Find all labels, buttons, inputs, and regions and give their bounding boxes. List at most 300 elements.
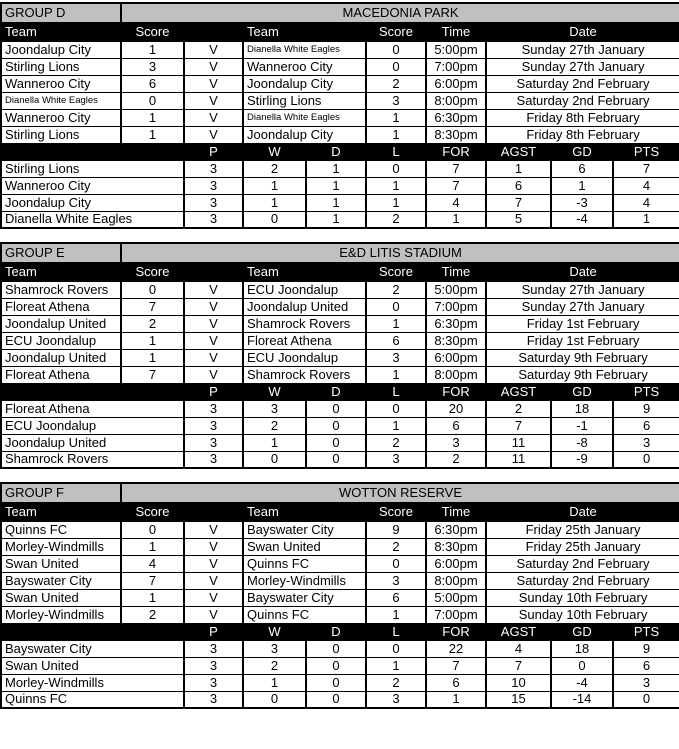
standings-team: Morley-Windmills: [1, 674, 184, 691]
home-team: Joondalup United: [1, 315, 121, 332]
kickoff-time: 7:00pm: [426, 298, 486, 315]
home-score: 0: [121, 92, 184, 109]
fixture-row: [1, 298, 679, 315]
fixtures-header-row: [1, 502, 679, 521]
standings-row: [1, 434, 679, 451]
standings-agst: 11: [486, 434, 551, 451]
home-score: 1: [121, 126, 184, 143]
kickoff-time: 8:30pm: [426, 126, 486, 143]
venue-name: MACEDONIA PARK: [121, 3, 679, 22]
col-header-l: L: [366, 623, 426, 640]
standings-agst: 10: [486, 674, 551, 691]
match-date: Friday 1st February: [486, 315, 679, 332]
away-team: Stirling Lions: [243, 92, 366, 109]
standings-l: 1: [366, 657, 426, 674]
standings-for: 4: [426, 194, 486, 211]
fixture-row: [1, 366, 679, 383]
kickoff-time: 5:00pm: [426, 281, 486, 298]
away-team: Swan United: [243, 538, 366, 555]
away-score: 1: [366, 126, 426, 143]
fixture-row: [1, 332, 679, 349]
versus-label: V: [184, 126, 243, 143]
away-score: 6: [366, 589, 426, 606]
group-header-row: [1, 483, 679, 502]
standings-for: 6: [426, 417, 486, 434]
standings-w: 1: [243, 194, 306, 211]
away-team: Dianella White Eagles: [243, 41, 366, 58]
away-score: 1: [366, 366, 426, 383]
standings-agst: 15: [486, 691, 551, 708]
venue-name: WOTTON RESERVE: [121, 483, 679, 502]
away-team: ECU Joondalup: [243, 349, 366, 366]
group-table-group-f: [0, 482, 679, 709]
match-date: Saturday 2nd February: [486, 92, 679, 109]
col-header-away-score: Score: [366, 22, 426, 41]
home-team: Swan United: [1, 555, 121, 572]
away-score: 3: [366, 92, 426, 109]
kickoff-time: 8:00pm: [426, 572, 486, 589]
fixture-row: [1, 126, 679, 143]
standings-row: [1, 194, 679, 211]
standings-row: [1, 211, 679, 228]
standings-l: 1: [366, 417, 426, 434]
standings-l: 2: [366, 434, 426, 451]
standings-agst: 7: [486, 194, 551, 211]
standings-team: Swan United: [1, 657, 184, 674]
kickoff-time: 8:00pm: [426, 366, 486, 383]
away-team: Dianella White Eagles: [243, 109, 366, 126]
match-date: Sunday 10th February: [486, 606, 679, 623]
home-score: 7: [121, 572, 184, 589]
col-header-gd: GD: [551, 143, 613, 160]
match-date: Sunday 27th January: [486, 41, 679, 58]
versus-label: V: [184, 349, 243, 366]
fixture-row: [1, 572, 679, 589]
away-team: Quinns FC: [243, 555, 366, 572]
standings-header-spacer: [1, 383, 184, 400]
away-score: 2: [366, 75, 426, 92]
versus-label: V: [184, 555, 243, 572]
col-header-l: L: [366, 383, 426, 400]
standings-row: [1, 400, 679, 417]
col-header-p: P: [184, 383, 243, 400]
away-score: 0: [366, 41, 426, 58]
standings-d: 1: [306, 194, 366, 211]
fixture-row: [1, 58, 679, 75]
standings-l: 0: [366, 160, 426, 177]
col-header-pts: PTS: [613, 623, 679, 640]
away-team: Joondalup City: [243, 126, 366, 143]
match-date: Saturday 2nd February: [486, 555, 679, 572]
standings-row: [1, 657, 679, 674]
standings-agst: 7: [486, 657, 551, 674]
standings-pts: 1: [613, 211, 679, 228]
away-score: 1: [366, 109, 426, 126]
standings-p: 3: [184, 674, 243, 691]
match-date: Sunday 10th February: [486, 589, 679, 606]
home-team: Stirling Lions: [1, 126, 121, 143]
standings-w: 0: [243, 451, 306, 468]
col-header-away-score: Score: [366, 262, 426, 281]
standings-w: 0: [243, 691, 306, 708]
home-team: Wanneroo City: [1, 75, 121, 92]
kickoff-time: 7:00pm: [426, 606, 486, 623]
standings-p: 3: [184, 177, 243, 194]
col-header-pts: PTS: [613, 143, 679, 160]
standings-team: Quinns FC: [1, 691, 184, 708]
standings-p: 3: [184, 691, 243, 708]
match-date: Friday 8th February: [486, 126, 679, 143]
standings-w: 3: [243, 640, 306, 657]
standings-w: 1: [243, 674, 306, 691]
col-header-for: FOR: [426, 383, 486, 400]
col-header-home-team: Team: [1, 262, 121, 281]
standings-pts: 9: [613, 400, 679, 417]
col-header-p: P: [184, 143, 243, 160]
standings-row: [1, 451, 679, 468]
standings-row: [1, 674, 679, 691]
standings-d: 0: [306, 640, 366, 657]
standings-w: 1: [243, 434, 306, 451]
standings-w: 3: [243, 400, 306, 417]
kickoff-time: 8:30pm: [426, 332, 486, 349]
standings-team: Dianella White Eagles: [1, 211, 184, 228]
col-header-home-score: Score: [121, 502, 184, 521]
kickoff-time: 6:30pm: [426, 109, 486, 126]
standings-gd: -8: [551, 434, 613, 451]
standings-p: 3: [184, 194, 243, 211]
col-header-home-score: Score: [121, 262, 184, 281]
standings-gd: -3: [551, 194, 613, 211]
versus-label: V: [184, 606, 243, 623]
standings-p: 3: [184, 434, 243, 451]
standings-row: [1, 160, 679, 177]
fixture-row: [1, 538, 679, 555]
away-score: 0: [366, 298, 426, 315]
standings-row: [1, 177, 679, 194]
away-score: 0: [366, 555, 426, 572]
standings-agst: 11: [486, 451, 551, 468]
standings-d: 1: [306, 160, 366, 177]
standings-gd: -9: [551, 451, 613, 468]
away-score: 6: [366, 332, 426, 349]
venue-name: E&D LITIS STADIUM: [121, 243, 679, 262]
standings-p: 3: [184, 657, 243, 674]
standings-for: 6: [426, 674, 486, 691]
standings-team: Bayswater City: [1, 640, 184, 657]
home-team: Dianella White Eagles: [1, 92, 121, 109]
standings-for: 1: [426, 691, 486, 708]
match-date: Saturday 2nd February: [486, 572, 679, 589]
versus-label: V: [184, 332, 243, 349]
standings-gd: -4: [551, 674, 613, 691]
col-header-date: Date: [486, 502, 679, 521]
match-date: Saturday 9th February: [486, 366, 679, 383]
col-header-versus-spacer: [184, 262, 243, 281]
standings-team: ECU Joondalup: [1, 417, 184, 434]
col-header-for: FOR: [426, 143, 486, 160]
standings-for: 7: [426, 657, 486, 674]
col-header-w: W: [243, 143, 306, 160]
versus-label: V: [184, 572, 243, 589]
home-score: 2: [121, 315, 184, 332]
standings-team: Floreat Athena: [1, 400, 184, 417]
standings-gd: -1: [551, 417, 613, 434]
away-score: 3: [366, 349, 426, 366]
away-score: 2: [366, 538, 426, 555]
kickoff-time: 6:00pm: [426, 349, 486, 366]
standings-l: 1: [366, 194, 426, 211]
standings-p: 3: [184, 160, 243, 177]
col-header-p: P: [184, 623, 243, 640]
col-header-d: D: [306, 623, 366, 640]
home-team: Morley-Windmills: [1, 538, 121, 555]
standings-team: Stirling Lions: [1, 160, 184, 177]
standings-for: 2: [426, 451, 486, 468]
standings-w: 1: [243, 177, 306, 194]
group-name: GROUP F: [1, 483, 121, 502]
away-team: ECU Joondalup: [243, 281, 366, 298]
home-team: Floreat Athena: [1, 366, 121, 383]
away-team: Shamrock Rovers: [243, 315, 366, 332]
fixture-row: [1, 606, 679, 623]
match-date: Friday 25th January: [486, 538, 679, 555]
standings-for: 7: [426, 177, 486, 194]
standings-team: Wanneroo City: [1, 177, 184, 194]
col-header-gd: GD: [551, 623, 613, 640]
kickoff-time: 8:00pm: [426, 92, 486, 109]
standings-p: 3: [184, 417, 243, 434]
away-score: 1: [366, 606, 426, 623]
col-header-l: L: [366, 143, 426, 160]
group-name: GROUP D: [1, 3, 121, 22]
standings-pts: 9: [613, 640, 679, 657]
away-team: Bayswater City: [243, 589, 366, 606]
away-team: Floreat Athena: [243, 332, 366, 349]
col-header-versus-spacer: [184, 22, 243, 41]
col-header-gd: GD: [551, 383, 613, 400]
kickoff-time: 6:30pm: [426, 521, 486, 538]
home-team: Quinns FC: [1, 521, 121, 538]
versus-label: V: [184, 41, 243, 58]
col-header-date: Date: [486, 22, 679, 41]
standings-header-spacer: [1, 623, 184, 640]
standings-p: 3: [184, 211, 243, 228]
standings-d: 0: [306, 451, 366, 468]
fixture-row: [1, 315, 679, 332]
standings-agst: 1: [486, 160, 551, 177]
home-score: 1: [121, 589, 184, 606]
fixtures-header-row: [1, 22, 679, 41]
standings-gd: 1: [551, 177, 613, 194]
standings-l: 3: [366, 451, 426, 468]
standings-l: 2: [366, 674, 426, 691]
match-date: Saturday 9th February: [486, 349, 679, 366]
standings-row: [1, 417, 679, 434]
versus-label: V: [184, 366, 243, 383]
versus-label: V: [184, 538, 243, 555]
standings-for: 22: [426, 640, 486, 657]
home-score: 3: [121, 58, 184, 75]
standings-w: 0: [243, 211, 306, 228]
standings-pts: 6: [613, 657, 679, 674]
col-header-time: Time: [426, 22, 486, 41]
standings-gd: -14: [551, 691, 613, 708]
standings-pts: 6: [613, 417, 679, 434]
match-date: Sunday 27th January: [486, 281, 679, 298]
col-header-away-team: Team: [243, 262, 366, 281]
standings-pts: 3: [613, 434, 679, 451]
home-score: 7: [121, 298, 184, 315]
group-table-group-d: [0, 2, 679, 229]
away-team: Morley-Windmills: [243, 572, 366, 589]
fixture-row: [1, 589, 679, 606]
standings-p: 3: [184, 451, 243, 468]
group-header-row: [1, 3, 679, 22]
standings-d: 0: [306, 674, 366, 691]
col-header-versus-spacer: [184, 502, 243, 521]
standings-header-row: [1, 623, 679, 640]
away-score: 9: [366, 521, 426, 538]
col-header-agst: AGST: [486, 623, 551, 640]
home-score: 1: [121, 109, 184, 126]
versus-label: V: [184, 281, 243, 298]
standings-pts: 7: [613, 160, 679, 177]
col-header-pts: PTS: [613, 383, 679, 400]
col-header-time: Time: [426, 502, 486, 521]
match-date: Friday 25th January: [486, 521, 679, 538]
standings-gd: 18: [551, 400, 613, 417]
standings-for: 3: [426, 434, 486, 451]
away-team: Wanneroo City: [243, 58, 366, 75]
fixture-row: [1, 109, 679, 126]
fixture-row: [1, 92, 679, 109]
standings-agst: 7: [486, 417, 551, 434]
versus-label: V: [184, 315, 243, 332]
away-team: Joondalup United: [243, 298, 366, 315]
home-team: Swan United: [1, 589, 121, 606]
standings-l: 1: [366, 177, 426, 194]
standings-row: [1, 640, 679, 657]
kickoff-time: 6:00pm: [426, 75, 486, 92]
group-name: GROUP E: [1, 243, 121, 262]
versus-label: V: [184, 92, 243, 109]
fixture-row: [1, 555, 679, 572]
home-team: Joondalup United: [1, 349, 121, 366]
home-team: Morley-Windmills: [1, 606, 121, 623]
standings-for: 7: [426, 160, 486, 177]
home-score: 0: [121, 521, 184, 538]
home-team: Floreat Athena: [1, 298, 121, 315]
match-date: Sunday 27th January: [486, 58, 679, 75]
col-header-home-team: Team: [1, 502, 121, 521]
fixture-row: [1, 521, 679, 538]
standings-d: 0: [306, 400, 366, 417]
kickoff-time: 6:30pm: [426, 315, 486, 332]
home-team: Bayswater City: [1, 572, 121, 589]
col-header-away-score: Score: [366, 502, 426, 521]
fixtures-header-row: [1, 262, 679, 281]
match-date: Saturday 2nd February: [486, 75, 679, 92]
versus-label: V: [184, 75, 243, 92]
standings-pts: 4: [613, 194, 679, 211]
standings-d: 0: [306, 434, 366, 451]
col-header-agst: AGST: [486, 383, 551, 400]
col-header-home-score: Score: [121, 22, 184, 41]
home-team: ECU Joondalup: [1, 332, 121, 349]
col-header-date: Date: [486, 262, 679, 281]
standings-team: Joondalup United: [1, 434, 184, 451]
away-score: 3: [366, 572, 426, 589]
home-score: 4: [121, 555, 184, 572]
standings-team: Joondalup City: [1, 194, 184, 211]
standings-l: 0: [366, 400, 426, 417]
home-score: 1: [121, 332, 184, 349]
standings-d: 1: [306, 177, 366, 194]
standings-w: 2: [243, 657, 306, 674]
standings-p: 3: [184, 400, 243, 417]
fixture-row: [1, 75, 679, 92]
home-team: Shamrock Rovers: [1, 281, 121, 298]
standings-d: 0: [306, 417, 366, 434]
kickoff-time: 6:00pm: [426, 555, 486, 572]
versus-label: V: [184, 298, 243, 315]
versus-label: V: [184, 58, 243, 75]
away-score: 1: [366, 315, 426, 332]
versus-label: V: [184, 589, 243, 606]
home-score: 1: [121, 41, 184, 58]
standings-w: 2: [243, 160, 306, 177]
standings-agst: 5: [486, 211, 551, 228]
standings-d: 1: [306, 211, 366, 228]
standings-gd: 6: [551, 160, 613, 177]
col-header-for: FOR: [426, 623, 486, 640]
fixture-row: [1, 41, 679, 58]
kickoff-time: 5:00pm: [426, 41, 486, 58]
standings-w: 2: [243, 417, 306, 434]
standings-gd: 0: [551, 657, 613, 674]
match-date: Friday 1st February: [486, 332, 679, 349]
group-header-row: [1, 243, 679, 262]
col-header-home-team: Team: [1, 22, 121, 41]
home-score: 2: [121, 606, 184, 623]
col-header-away-team: Team: [243, 22, 366, 41]
home-score: 6: [121, 75, 184, 92]
standings-d: 0: [306, 691, 366, 708]
col-header-away-team: Team: [243, 502, 366, 521]
group-table-group-e: [0, 242, 679, 469]
home-team: Joondalup City: [1, 41, 121, 58]
match-date: Sunday 27th January: [486, 298, 679, 315]
standings-agst: 2: [486, 400, 551, 417]
away-team: Bayswater City: [243, 521, 366, 538]
fixture-row: [1, 349, 679, 366]
home-team: Stirling Lions: [1, 58, 121, 75]
kickoff-time: 7:00pm: [426, 58, 486, 75]
versus-label: V: [184, 521, 243, 538]
col-header-d: D: [306, 383, 366, 400]
kickoff-time: 8:30pm: [426, 538, 486, 555]
standings-gd: -4: [551, 211, 613, 228]
away-team: Quinns FC: [243, 606, 366, 623]
standings-team: Shamrock Rovers: [1, 451, 184, 468]
standings-pts: 0: [613, 691, 679, 708]
standings-pts: 3: [613, 674, 679, 691]
standings-header-row: [1, 383, 679, 400]
standings-for: 20: [426, 400, 486, 417]
kickoff-time: 5:00pm: [426, 589, 486, 606]
standings-pts: 4: [613, 177, 679, 194]
